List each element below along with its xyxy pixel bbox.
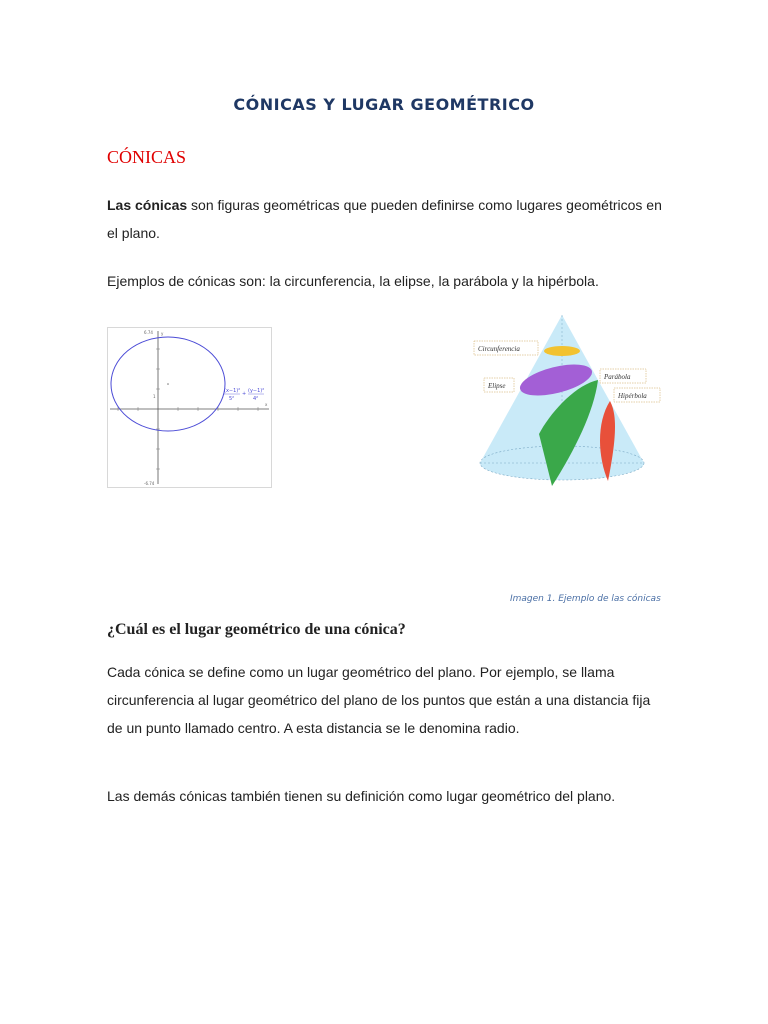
examples-paragraph: Ejemplos de cónicas son: la circunferencia, la elipse, la parábola y la hipérbola. bbox=[107, 273, 599, 289]
intro-text: son figuras geométricas que pueden definirse como lugares geométricos en el plano. bbox=[107, 197, 662, 241]
equation-left-numerator: (x−1)² bbox=[224, 388, 241, 394]
equation-plus: + bbox=[242, 391, 247, 397]
figure-caption: Imagen 1. Ejemplo de las cónicas bbox=[510, 594, 661, 604]
ellipse-label: Elipse bbox=[488, 382, 506, 390]
x-axis-label: x bbox=[265, 402, 268, 407]
equation-left-denominator: 5² bbox=[229, 396, 235, 402]
circle-label: Circunferencia bbox=[478, 345, 520, 353]
definition-paragraph: Cada cónica se define como un lugar geométrico del plano. Por ejemplo, se llama circunferencia al lugar geométrico del plano de los puntos que están a una distancia fija de un punto llamado centro. A esta distancia se le denomina radio. bbox=[107, 664, 651, 736]
document-title: CÓNICAS Y LUGAR GEOMÉTRICO bbox=[233, 95, 535, 114]
y-axis-label: y bbox=[161, 331, 164, 336]
intro-bold-lead: Las cónicas bbox=[107, 197, 188, 213]
parabola-label: Parábola bbox=[604, 373, 631, 381]
cone-sections-svg bbox=[470, 313, 663, 495]
hyperbola-label: Hipérbola bbox=[618, 392, 647, 400]
y-top-label: 6.74 bbox=[144, 330, 153, 335]
question-heading: ¿Cuál es el lugar geométrico de una cónica? bbox=[107, 621, 406, 638]
equation-right-numerator: (y−1)² bbox=[248, 388, 265, 394]
y-one-label: 1 bbox=[153, 394, 156, 399]
ellipse-graph-svg bbox=[108, 328, 271, 487]
ellipse-center-dot bbox=[167, 383, 169, 385]
intro-paragraph bbox=[107, 191, 667, 247]
cone-sections-figure bbox=[470, 313, 663, 495]
y-bottom-label: -6.74 bbox=[144, 481, 155, 486]
closing-paragraph: Las demás cónicas también tienen su definición como lugar geométrico del plano. bbox=[107, 788, 616, 804]
circle-section bbox=[544, 346, 580, 356]
ellipse-graph-figure bbox=[107, 327, 272, 488]
equation-right-denominator: 4² bbox=[253, 396, 259, 402]
section-heading: CÓNICAS bbox=[107, 147, 187, 167]
